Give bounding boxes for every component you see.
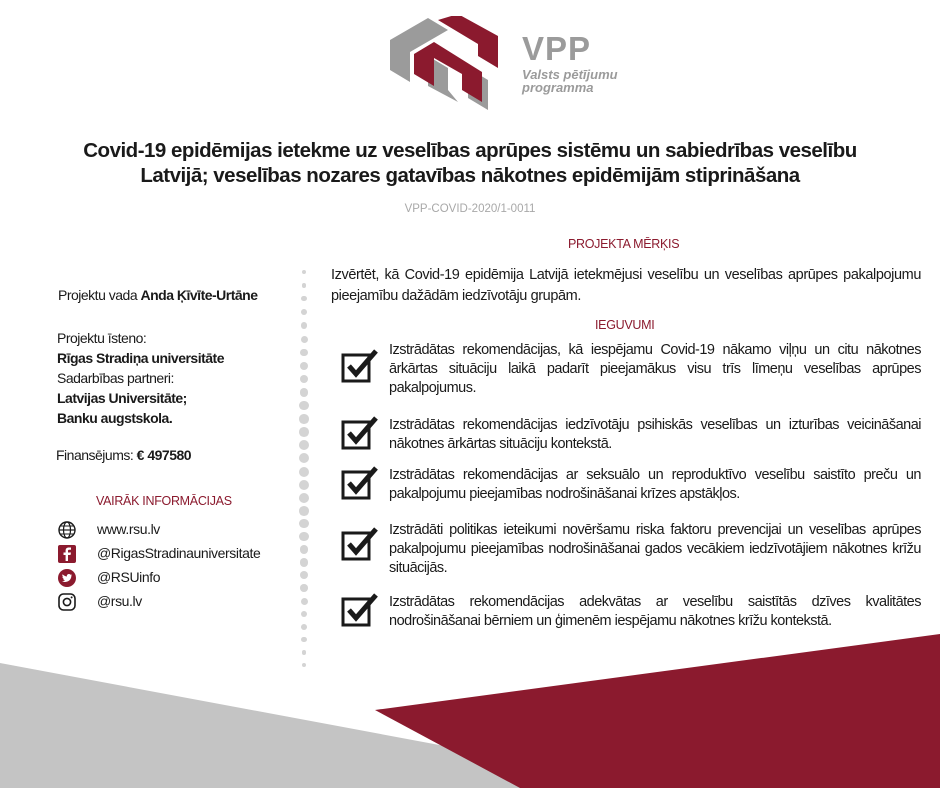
separator-dot (301, 336, 308, 343)
separator-dot (300, 558, 308, 566)
vpp-logo (388, 16, 618, 116)
separator-dot (301, 637, 306, 642)
separator-dot (301, 611, 307, 617)
separator-dot (299, 493, 309, 503)
separator-dot (301, 624, 307, 630)
grey-triangle (0, 663, 670, 788)
separator-dot (299, 467, 309, 477)
page-title (60, 138, 880, 188)
separator-dot (300, 375, 308, 383)
separator-dot (300, 545, 309, 554)
checkbox-icon (341, 466, 379, 500)
separator-dot (300, 362, 308, 370)
project-leader (58, 287, 258, 303)
title-line2: Latvijā; veselības nozares gatavības nākotnes epidēmijām stiprināšana (140, 164, 800, 187)
separator-dot (300, 584, 308, 592)
twitter-icon (57, 568, 77, 588)
project-code: VPP-COVID-2020/1-0011 (404, 203, 536, 215)
checkbox-icon (341, 416, 379, 450)
logo-subtitle-line1: Valsts pētījumu (522, 67, 618, 82)
separator-dot (302, 270, 306, 274)
partner-1: Latvijas Universitāte; (57, 390, 187, 406)
funding-value: € 497580 (136, 447, 192, 463)
checkbox-icon (341, 593, 379, 627)
leader-label: Projektu vada (58, 287, 141, 303)
separator-dot (299, 480, 309, 490)
facebook-text: @RigasStradinauniversitate (97, 545, 261, 561)
implementers (57, 328, 224, 428)
checkbox-icon (341, 527, 379, 561)
separator-dot (300, 349, 308, 357)
result-text-1: Izstrādātas rekomendācijas, kā iespējamu Covid-19 nākamo viļņu un citu nākotnes ārkārtas situāciju laikā padarīt pieejamākus visu trīs līmeņu veselības aprūpes pakalpojumus. (389, 342, 921, 396)
partners-label: Sadarbības partneri: (57, 370, 174, 386)
implementer-name: Rīgas Stradiņa universitāte (57, 350, 225, 366)
goal-text: Izvērtēt, kā Covid-19 epidēmija Latvijā ietekmējusi veselību un veselības aprūpes pakalpojumu pieejamību dažādām iedzīvotāju grupām. (331, 267, 921, 304)
instagram-text: @rsu.lv (97, 593, 142, 609)
title-line1: Covid-19 epidēmijas ietekme uz veselības aprūpes sistēmu un sabiedrības veselību (83, 139, 857, 162)
separator-dot (302, 650, 307, 655)
logo-title: VPP (522, 30, 592, 67)
logo-subtitle (522, 68, 618, 94)
separator-dot (301, 296, 306, 301)
separator-dot (299, 506, 309, 516)
red-triangle (375, 634, 940, 788)
separator-dot (299, 453, 309, 463)
checkbox-icon (341, 349, 379, 383)
website-text: www.rsu.lv (97, 521, 160, 537)
separator-dot (301, 322, 307, 328)
result-text-5: Izstrādātas rekomendācijas adekvātas ar veselību saistītās dzīves kvalitātes nodrošināšanai bērniem un ģimenēm iespējamu nākotnes krīžu kontekstā. (389, 594, 921, 629)
implementer-label: Projektu īsteno: (57, 330, 147, 346)
twitter-text: @RSUinfo (97, 569, 161, 585)
separator-dot (299, 532, 308, 541)
instagram-icon (57, 592, 77, 612)
logo-subtitle-line2: programma (522, 80, 594, 95)
separator-dot (300, 571, 308, 579)
vpp-logo-mark (388, 16, 518, 112)
partner-2: Banku augstskola. (57, 410, 173, 426)
result-text-4: Izstrādāti politikas ieteikumi novēršamu riska faktoru prevencijai un veselības aprūpes pakalpojumu pieejamības nodrošināšanai gados vecākiem iedzīvotājiem nākotnes krīžu situācijās. (389, 522, 921, 576)
funding (56, 447, 191, 463)
result-text-3: Izstrādātas rekomendācijas ar seksuālo un reproduktīvo veselību saistīto preču un pakalpojumu pieejamības nodrošināšanai krīzes apstākļos. (389, 467, 921, 502)
results-heading: IEGUVUMI (595, 318, 655, 332)
separator-dot (299, 414, 308, 423)
more-info-heading: VAIRĀK INFORMĀCIJAS (96, 494, 232, 508)
leader-name: Anda Ķīvīte-Urtāne (140, 287, 258, 303)
separator-dot (302, 283, 307, 288)
separator-dot (299, 401, 308, 410)
separator-dot (299, 440, 309, 450)
separator-dot (299, 427, 309, 437)
separator-dot (299, 519, 308, 528)
result-text-2: Izstrādātas rekomendācijas iedzīvotāju psihiskās veselības un izturības veicināšanai nākotnes ārkārtas situāciju kontekstā. (389, 417, 921, 452)
separator-dot (300, 388, 309, 397)
separator-dot (302, 663, 306, 667)
separator-dot (301, 598, 308, 605)
funding-label: Finansējums: (56, 447, 137, 463)
goal-heading: PROJEKTA MĒRĶIS (568, 237, 680, 251)
separator-dot (301, 309, 307, 315)
facebook-icon (57, 544, 77, 564)
globe-icon (57, 520, 77, 540)
